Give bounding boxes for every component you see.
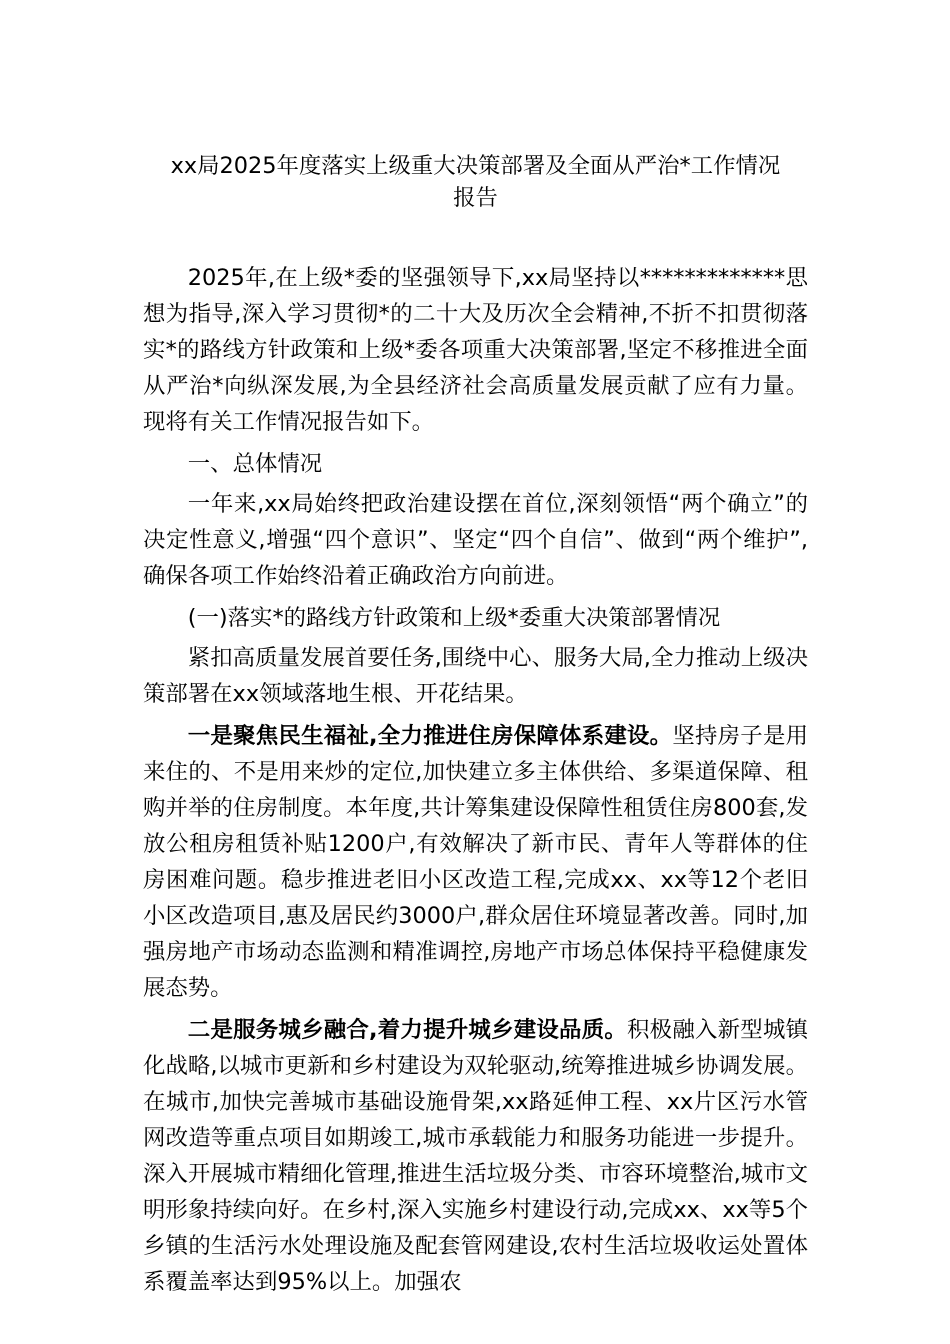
item2-body: 积极融入新型城镇化战略,以城市更新和乡村建设为双轮驱动,统筹推进城乡协调发展。在城市,加快完善城市基础设施骨架,xx路延伸工程、xx片区污水管网改造等重点项目如期竣工,城市承载能力和服务功能进一步提升。深入开展城市精细化管理,推进生活垃圾分类、市容环境整治,城市文明形象持续向好。在乡村,深入实施乡村建设行动,完成xx、xx等5个乡镇的生活污水处理设施及配套管网建设,农村生活垃圾收运处置体系覆盖率达到95%以上。加强农 xyxy=(143,1017,808,1295)
item2-lead: 二是服务城乡融合,着力提升城乡建设品质。 xyxy=(187,1017,628,1043)
document-title-line2: 报告 xyxy=(453,185,498,211)
intro-paragraph: 2025年,在上级*委的坚强领导下,xx局坚持以*************思想为指导,深入学习贯彻*的二十大及历次全会精神,不折不扣贯彻落实*的路线方针政策和上级*委各项重大决策部署,坚定不移推进全面从严治*向纵深发展,为全县经济社会高质量发展贡献了应有力量。现将有关工作情况报告如下。 xyxy=(143,265,808,435)
item1-paragraph xyxy=(143,718,808,1006)
item1-lead: 一是聚焦民生福祉,全力推进住房保障体系建设。 xyxy=(187,723,673,749)
subsection1-body: 紧扣高质量发展首要任务,围绕中心、服务大局,全力推动上级决策部署在xx领域落地生根、开花结果。 xyxy=(143,645,808,707)
section1-body: 一年来,xx局始终把政治建设摆在首位,深刻领悟“两个确立”的决定性意义,增强“四个意识”、坚定“四个自信”、做到“两个维护”,确保各项工作始终沿着正确政治方向前进。 xyxy=(143,491,808,589)
document-title xyxy=(143,150,808,214)
section1-heading: 一、总体情况 xyxy=(187,451,323,477)
item1-body: 坚持房子是用来住的、不是用来炒的定位,加快建立多主体供给、多渠道保障、租购并举的住房制度。本年度,共计筹集建设保障性租赁住房800套,发放公租房租赁补贴1200户,有效解决了新市民、青年人等群体的住房困难问题。稳步推进老旧小区改造工程,完成xx、xx等12个老旧小区改造项目,惠及居民约3000户,群众居住环境显著改善。同时,加强房地产市场动态监测和精准调控,房地产市场总体保持平稳健康发展态势。 xyxy=(143,723,808,1001)
document-page xyxy=(143,150,808,1306)
item2-paragraph xyxy=(143,1012,808,1300)
document-title-line1: xx局2025年度落实上级重大决策部署及全面从严治*工作情况 xyxy=(170,153,781,179)
subsection1-heading: (一)落实*的路线方针政策和上级*委重大决策部署情况 xyxy=(187,605,721,631)
